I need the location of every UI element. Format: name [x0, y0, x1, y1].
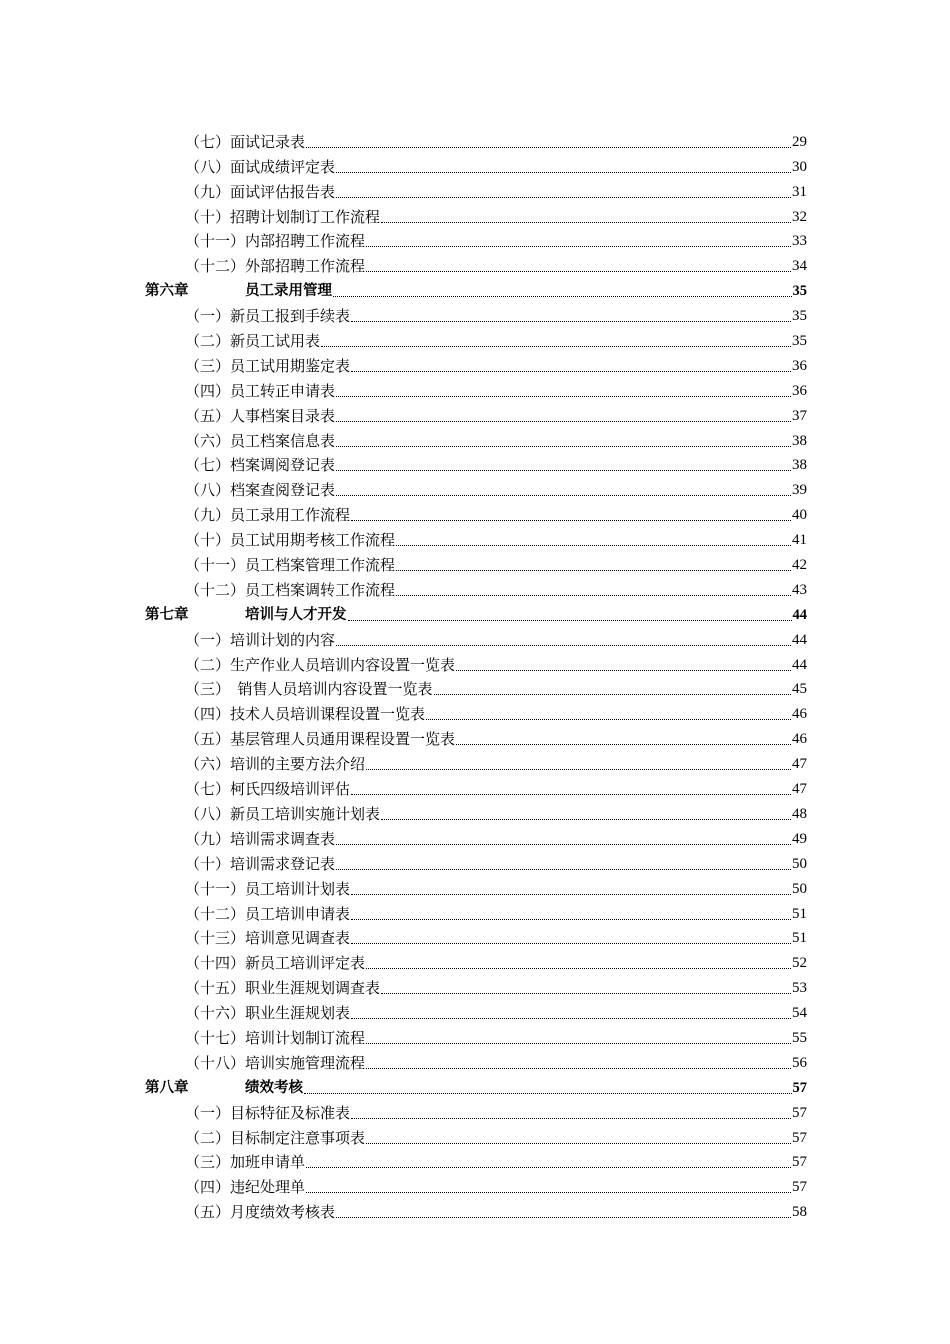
entry-title: （十二）员工培训申请表	[185, 904, 351, 923]
toc-entry[interactable]	[145, 923, 807, 948]
entry-title: （七）面试记录表	[185, 132, 306, 151]
toc-entry[interactable]	[145, 624, 807, 649]
entry-title: （十五）职业生涯规划调查表	[185, 979, 381, 998]
page-number: 36	[792, 382, 807, 399]
dot-leader	[306, 146, 791, 148]
entry-title: （十）招聘计划制订工作流程	[185, 207, 381, 226]
page-number: 57	[792, 1129, 807, 1146]
page-number: 35	[792, 308, 807, 325]
dot-leader	[336, 420, 791, 422]
page-number: 57	[792, 1104, 807, 1121]
toc-entry[interactable]	[145, 350, 807, 375]
entry-title: （九）面试评估报告表	[185, 182, 336, 201]
entry-title: （十三）培训意见调查表	[185, 929, 351, 948]
entry-title: （七）柯氏四级培训评估	[185, 780, 351, 799]
toc-entry[interactable]	[145, 574, 807, 599]
entry-title: （三）员工试用期鉴定表	[185, 356, 351, 375]
dot-leader	[321, 345, 791, 347]
dot-leader	[381, 818, 791, 820]
entry-title: （十一）员工档案管理工作流程	[185, 556, 396, 575]
entry-title: （六）员工档案信息表	[185, 431, 336, 450]
dot-leader	[351, 918, 791, 920]
dot-leader	[336, 395, 791, 397]
page-number: 47	[792, 781, 807, 798]
dot-leader	[351, 793, 791, 795]
entry-title: （十四）新员工培训评定表	[185, 954, 366, 973]
toc-entry[interactable]	[145, 798, 807, 823]
entry-title: 培训与人才开发	[245, 606, 347, 623]
toc-entry[interactable]	[145, 300, 807, 325]
toc-entry[interactable]	[145, 997, 807, 1022]
dot-leader	[336, 644, 791, 646]
page-number: 44	[792, 606, 807, 623]
page-number: 35	[792, 283, 807, 300]
toc-entry[interactable]	[145, 524, 807, 549]
toc-entry[interactable]	[145, 425, 807, 450]
dot-leader	[351, 519, 791, 521]
entry-title: （九）员工录用工作流程	[185, 506, 351, 525]
toc-entry[interactable]	[145, 773, 807, 798]
entry-title: （四）技术人员培训课程设置一览表	[185, 705, 426, 724]
dot-leader	[336, 494, 791, 496]
toc-entry[interactable]	[145, 151, 807, 176]
toc-entry[interactable]	[145, 400, 807, 425]
dot-leader	[434, 693, 791, 695]
entry-title: （十）员工试用期考核工作流程	[185, 531, 396, 550]
entry-title: （五）基层管理人员通用课程设置一览表	[185, 730, 456, 749]
entry-title: （一）目标特征及标准表	[185, 1103, 351, 1122]
toc-entry[interactable]	[145, 674, 807, 699]
dot-leader	[366, 1067, 791, 1069]
toc-entry[interactable]	[145, 823, 807, 848]
entry-title: （四）员工转正申请表	[185, 381, 336, 400]
dot-leader	[456, 743, 791, 745]
page-number: 50	[792, 855, 807, 872]
page-number: 43	[792, 581, 807, 598]
toc-entry[interactable]	[145, 1022, 807, 1047]
page-number: 54	[792, 1005, 807, 1022]
entry-title: （十一）内部招聘工作流程	[185, 232, 366, 251]
page-number: 51	[792, 930, 807, 947]
table-of-contents	[145, 126, 807, 1221]
dot-leader	[396, 569, 791, 571]
entry-title: （二）新员工试用表	[185, 332, 321, 351]
page-number: 52	[792, 955, 807, 972]
entry-title: （八）面试成绩评定表	[185, 157, 336, 176]
toc-entry[interactable]	[145, 649, 807, 674]
toc-chapter-entry[interactable]	[145, 275, 807, 300]
page-number: 39	[792, 482, 807, 499]
dot-leader	[336, 469, 791, 471]
entry-title: （十七）培训计划制订流程	[185, 1028, 366, 1047]
dot-leader	[333, 295, 792, 297]
toc-entry[interactable]	[145, 549, 807, 574]
dot-leader	[351, 320, 791, 322]
dot-leader	[336, 171, 791, 173]
toc-entry[interactable]	[145, 499, 807, 524]
dot-leader	[366, 768, 791, 770]
toc-entry[interactable]	[145, 1147, 807, 1172]
page-number: 29	[792, 133, 807, 150]
entry-title: （十二）员工档案调转工作流程	[185, 580, 396, 599]
entry-title: （五）月度绩效考核表	[185, 1203, 336, 1222]
dot-leader	[381, 992, 791, 994]
page-number: 56	[792, 1054, 807, 1071]
dot-leader	[396, 544, 791, 546]
toc-chapter-entry[interactable]	[145, 599, 807, 624]
entry-title: （二）生产作业人员培训内容设置一览表	[185, 655, 456, 674]
toc-entry[interactable]	[145, 126, 807, 151]
toc-entry[interactable]	[145, 748, 807, 773]
page-number: 48	[792, 805, 807, 822]
toc-entry[interactable]	[145, 848, 807, 873]
dot-leader	[336, 196, 791, 198]
page-number: 49	[792, 830, 807, 847]
toc-entry[interactable]	[145, 1097, 807, 1122]
entry-title: （九）培训需求调查表	[185, 829, 336, 848]
toc-entry[interactable]	[145, 250, 807, 275]
toc-entry[interactable]	[145, 972, 807, 997]
toc-entry[interactable]	[145, 176, 807, 201]
dot-leader	[366, 1042, 791, 1044]
entry-title: （六）培训的主要方法介绍	[185, 755, 366, 774]
entry-title: （二）目标制定注意事项表	[185, 1128, 366, 1147]
page-number: 41	[792, 532, 807, 549]
toc-entry[interactable]	[145, 898, 807, 923]
entry-title: （一）培训计划的内容	[185, 630, 336, 649]
dot-leader	[366, 245, 791, 247]
chapter-number: 第六章	[145, 283, 189, 300]
entry-title: （十六）职业生涯规划表	[185, 1004, 351, 1023]
chapter-number: 第七章	[145, 606, 189, 623]
entry-title: （十八）培训实施管理流程	[185, 1053, 366, 1072]
page-number: 33	[792, 233, 807, 250]
page-number: 50	[792, 880, 807, 897]
page-number: 37	[792, 407, 807, 424]
dot-leader	[336, 868, 791, 870]
page-number: 53	[792, 980, 807, 997]
dot-leader	[304, 1092, 792, 1094]
page-number: 55	[792, 1029, 807, 1046]
toc-entry[interactable]	[145, 947, 807, 972]
dot-leader	[336, 445, 791, 447]
entry-title: 绩效考核	[245, 1079, 303, 1096]
dot-leader	[336, 1216, 791, 1218]
page-number: 31	[792, 183, 807, 200]
entry-title: （五）人事档案目录表	[185, 406, 336, 425]
page-number: 57	[792, 1179, 807, 1196]
dot-leader	[351, 1117, 791, 1119]
entry-title: （三）加班申请单	[185, 1153, 306, 1172]
toc-entry[interactable]	[145, 375, 807, 400]
page-number: 35	[792, 333, 807, 350]
dot-leader	[366, 1142, 791, 1144]
page-number: 51	[792, 905, 807, 922]
page-number: 36	[792, 357, 807, 374]
toc-entry[interactable]	[145, 226, 807, 251]
entry-title: （八）新员工培训实施计划表	[185, 804, 381, 823]
page-number: 44	[792, 656, 807, 673]
entry-title: （十）培训需求登记表	[185, 854, 336, 873]
page-number: 38	[792, 432, 807, 449]
entry-title: （一）新员工报到手续表	[185, 307, 351, 326]
toc-entry[interactable]	[145, 1171, 807, 1196]
dot-leader	[456, 669, 791, 671]
chapter-number: 第八章	[145, 1079, 189, 1096]
page-number: 40	[792, 507, 807, 524]
page-number: 47	[792, 756, 807, 773]
page-number: 38	[792, 457, 807, 474]
dot-leader	[366, 967, 791, 969]
toc-entry[interactable]	[145, 474, 807, 499]
page-number: 44	[792, 631, 807, 648]
dot-leader	[366, 270, 791, 272]
toc-entry[interactable]	[145, 873, 807, 898]
toc-entry[interactable]	[145, 1196, 807, 1221]
toc-entry[interactable]	[145, 325, 807, 350]
entry-title: （十二）外部招聘工作流程	[185, 257, 366, 276]
entry-title: （十一）员工培训计划表	[185, 879, 351, 898]
page-number: 46	[792, 731, 807, 748]
toc-entry[interactable]	[145, 201, 807, 226]
dot-leader	[351, 1017, 791, 1019]
entry-title: 员工录用管理	[245, 283, 332, 300]
entry-title: （八）档案查阅登记表	[185, 481, 336, 500]
dot-leader	[381, 221, 791, 223]
toc-entry[interactable]	[145, 1047, 807, 1072]
page-number: 46	[792, 706, 807, 723]
page-number: 57	[792, 1079, 807, 1096]
toc-entry[interactable]	[145, 723, 807, 748]
dot-leader	[348, 619, 792, 621]
page-number: 42	[792, 557, 807, 574]
page-number: 57	[792, 1154, 807, 1171]
dot-leader	[396, 594, 791, 596]
dot-leader	[306, 1191, 791, 1193]
entry-title: （七）档案调阅登记表	[185, 456, 336, 475]
dot-leader	[426, 718, 791, 720]
toc-entry[interactable]	[145, 698, 807, 723]
page-number: 34	[792, 258, 807, 275]
page-number: 58	[792, 1204, 807, 1221]
toc-entry[interactable]	[145, 450, 807, 475]
dot-leader	[351, 893, 791, 895]
page-number: 30	[792, 158, 807, 175]
entry-title: （四）违纪处理单	[185, 1178, 306, 1197]
dot-leader	[351, 942, 791, 944]
toc-entry[interactable]	[145, 1122, 807, 1147]
dot-leader	[336, 843, 791, 845]
dot-leader	[306, 1166, 791, 1168]
page-number: 45	[792, 681, 807, 698]
page-number: 32	[792, 208, 807, 225]
entry-title: （三） 销售人员培训内容设置一览表	[185, 680, 433, 699]
dot-leader	[351, 370, 791, 372]
toc-chapter-entry[interactable]	[145, 1072, 807, 1097]
